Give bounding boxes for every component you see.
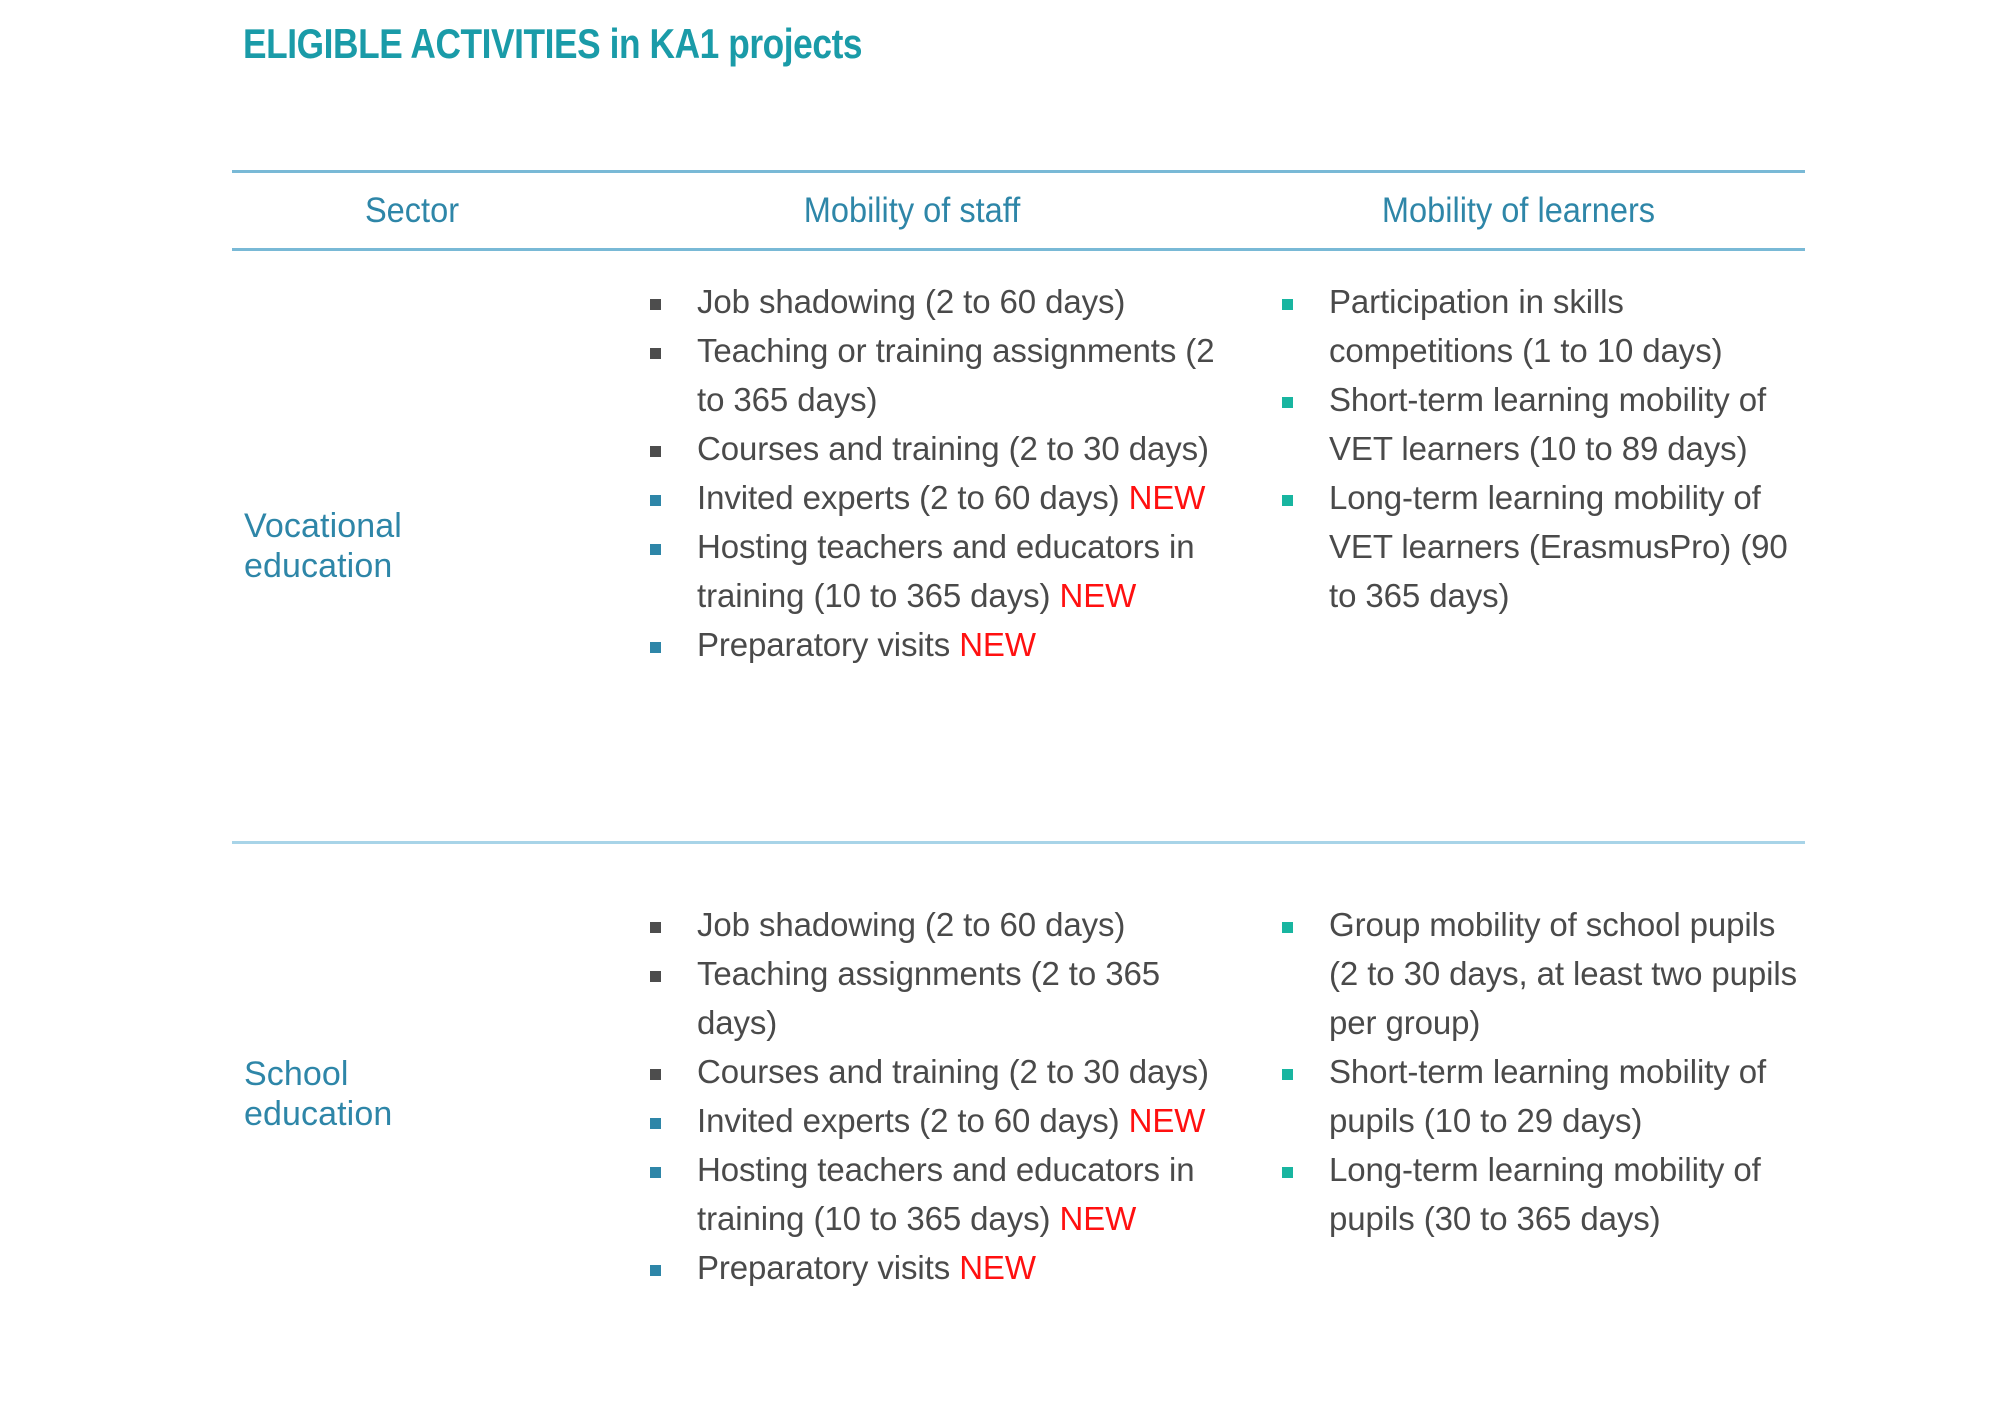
staff-activities-cell xyxy=(592,844,1232,1292)
sector-cell xyxy=(232,251,592,841)
bullet-square-icon xyxy=(650,299,661,310)
list-item xyxy=(640,620,1232,669)
list-item xyxy=(1272,277,1805,375)
page-title: ELIGIBLE ACTIVITIES in KA1 projects xyxy=(243,20,863,67)
learner-activities-cell xyxy=(1232,844,1805,1243)
bullet-square-icon xyxy=(1282,1069,1293,1080)
list-item-label: Short-term learning mobility of pupils (10 to 29 days) xyxy=(1329,1053,1767,1139)
new-badge: NEW xyxy=(959,1249,1036,1286)
list-item xyxy=(1272,375,1805,473)
list-item-label: Participation in skills competitions (1 to 10 days) xyxy=(1329,283,1723,369)
list-item xyxy=(1272,900,1805,1047)
list-item xyxy=(640,277,1232,326)
sector-label: Vocational education xyxy=(244,506,402,585)
list-item-label: Long-term learning mobility of pupils (30 to 365 days) xyxy=(1329,1151,1761,1237)
sector-cell xyxy=(232,844,592,1344)
list-item-label: Long-term learning mobility of VET learners (ErasmusPro) (90 to 365 days) xyxy=(1329,479,1788,614)
list-item xyxy=(640,473,1232,522)
list-item-label: Hosting teachers and educators in training (10 to 365 days) xyxy=(697,1151,1195,1237)
list-item xyxy=(1272,1047,1805,1145)
list-item xyxy=(1272,473,1805,620)
list-item-label: Teaching or training assignments (2 to 365 days) xyxy=(697,332,1215,418)
bullet-square-icon xyxy=(1282,495,1293,506)
list-item xyxy=(640,1047,1232,1096)
learner-activity-list xyxy=(1272,277,1805,620)
list-item xyxy=(640,424,1232,473)
list-item xyxy=(640,1145,1232,1243)
list-item-label: Job shadowing (2 to 60 days) xyxy=(697,283,1126,320)
list-item xyxy=(640,900,1232,949)
column-header-sector: Sector xyxy=(364,190,460,230)
list-item xyxy=(640,1096,1232,1145)
learner-activity-list xyxy=(1272,900,1805,1243)
bullet-square-icon xyxy=(650,971,661,982)
bullet-square-icon xyxy=(1282,397,1293,408)
new-badge: NEW xyxy=(1128,479,1206,516)
list-item xyxy=(640,522,1232,620)
bullet-square-icon xyxy=(1282,922,1293,933)
list-item-label: Group mobility of school pupils (2 to 30 days, at least two pupils per group) xyxy=(1329,906,1798,1041)
table-header-row xyxy=(232,173,1805,248)
learner-activities-cell xyxy=(1232,251,1805,620)
list-item-label: Courses and training (2 to 30 days) xyxy=(697,430,1209,467)
staff-activity-list xyxy=(640,277,1232,669)
list-item xyxy=(640,1243,1232,1292)
table-row xyxy=(232,844,1805,1344)
list-item xyxy=(1272,1145,1805,1243)
new-badge: NEW xyxy=(1059,1200,1137,1237)
new-badge: NEW xyxy=(1128,1102,1206,1139)
staff-activity-list xyxy=(640,900,1232,1292)
list-item xyxy=(640,326,1232,424)
list-item-label: Invited experts (2 to 60 days) xyxy=(697,1102,1120,1139)
bullet-square-icon xyxy=(1282,299,1293,310)
activities-table xyxy=(232,170,1805,1344)
bullet-square-icon xyxy=(650,1167,661,1178)
bullet-square-icon xyxy=(650,642,661,653)
sector-label: School education xyxy=(244,1054,393,1133)
new-badge: NEW xyxy=(959,626,1036,663)
column-header-learners: Mobility of learners xyxy=(1381,190,1656,230)
bullet-square-icon xyxy=(1282,1167,1293,1178)
list-item-label: Job shadowing (2 to 60 days) xyxy=(697,906,1126,943)
bullet-square-icon xyxy=(650,1265,661,1276)
list-item-label: Preparatory visits xyxy=(697,626,951,663)
bullet-square-icon xyxy=(650,922,661,933)
new-badge: NEW xyxy=(1059,577,1137,614)
bullet-square-icon xyxy=(650,1069,661,1080)
table-row xyxy=(232,251,1805,841)
column-header-staff: Mobility of staff xyxy=(803,190,1021,230)
bullet-square-icon xyxy=(650,348,661,359)
list-item xyxy=(640,949,1232,1047)
list-item-label: Short-term learning mobility of VET learners (10 to 89 days) xyxy=(1329,381,1767,467)
bullet-square-icon xyxy=(650,544,661,555)
staff-activities-cell xyxy=(592,251,1232,669)
bullet-square-icon xyxy=(650,495,661,506)
bullet-square-icon xyxy=(650,1118,661,1129)
list-item-label: Teaching assignments (2 to 365 days) xyxy=(697,955,1160,1041)
list-item-label: Preparatory visits xyxy=(697,1249,951,1286)
list-item-label: Hosting teachers and educators in training (10 to 365 days) xyxy=(697,528,1195,614)
list-item-label: Invited experts (2 to 60 days) xyxy=(697,479,1120,516)
bullet-square-icon xyxy=(650,446,661,457)
list-item-label: Courses and training (2 to 30 days) xyxy=(697,1053,1209,1090)
